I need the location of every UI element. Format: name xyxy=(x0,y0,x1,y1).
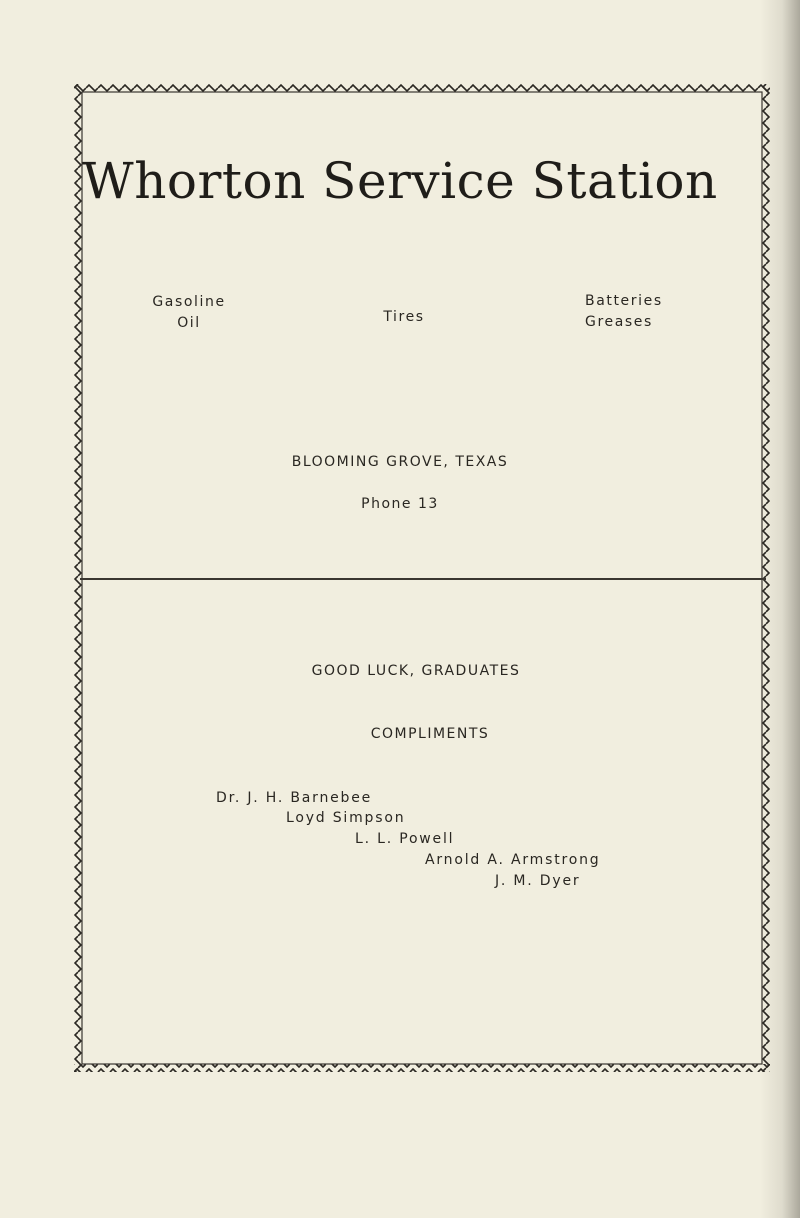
product-tires: Tires xyxy=(383,309,425,325)
product-oil: Oil xyxy=(177,315,201,331)
sponsor-name: Dr. J. H. Barnebee xyxy=(216,790,373,806)
product-batteries: Batteries xyxy=(585,293,663,309)
sponsor-name: L. L. Powell xyxy=(355,831,455,847)
product-greases: Greases xyxy=(585,314,653,330)
address-line: BLOOMING GROVE, TEXAS xyxy=(291,454,509,470)
business-title: Whorton Service Station xyxy=(82,152,718,210)
sponsor-name: J. M. Dyer xyxy=(495,873,581,889)
greeting-line: GOOD LUCK, GRADUATES xyxy=(311,663,521,679)
compliments-heading: COMPLIMENTS xyxy=(370,726,490,742)
phone-line: Phone 13 xyxy=(361,496,439,512)
section-divider xyxy=(80,578,766,580)
sponsor-name: Arnold A. Armstrong xyxy=(425,852,601,868)
products-right xyxy=(585,291,685,333)
products-left xyxy=(150,292,228,334)
sponsor-name: Loyd Simpson xyxy=(286,810,406,826)
product-gasoline: Gasoline xyxy=(152,294,226,310)
